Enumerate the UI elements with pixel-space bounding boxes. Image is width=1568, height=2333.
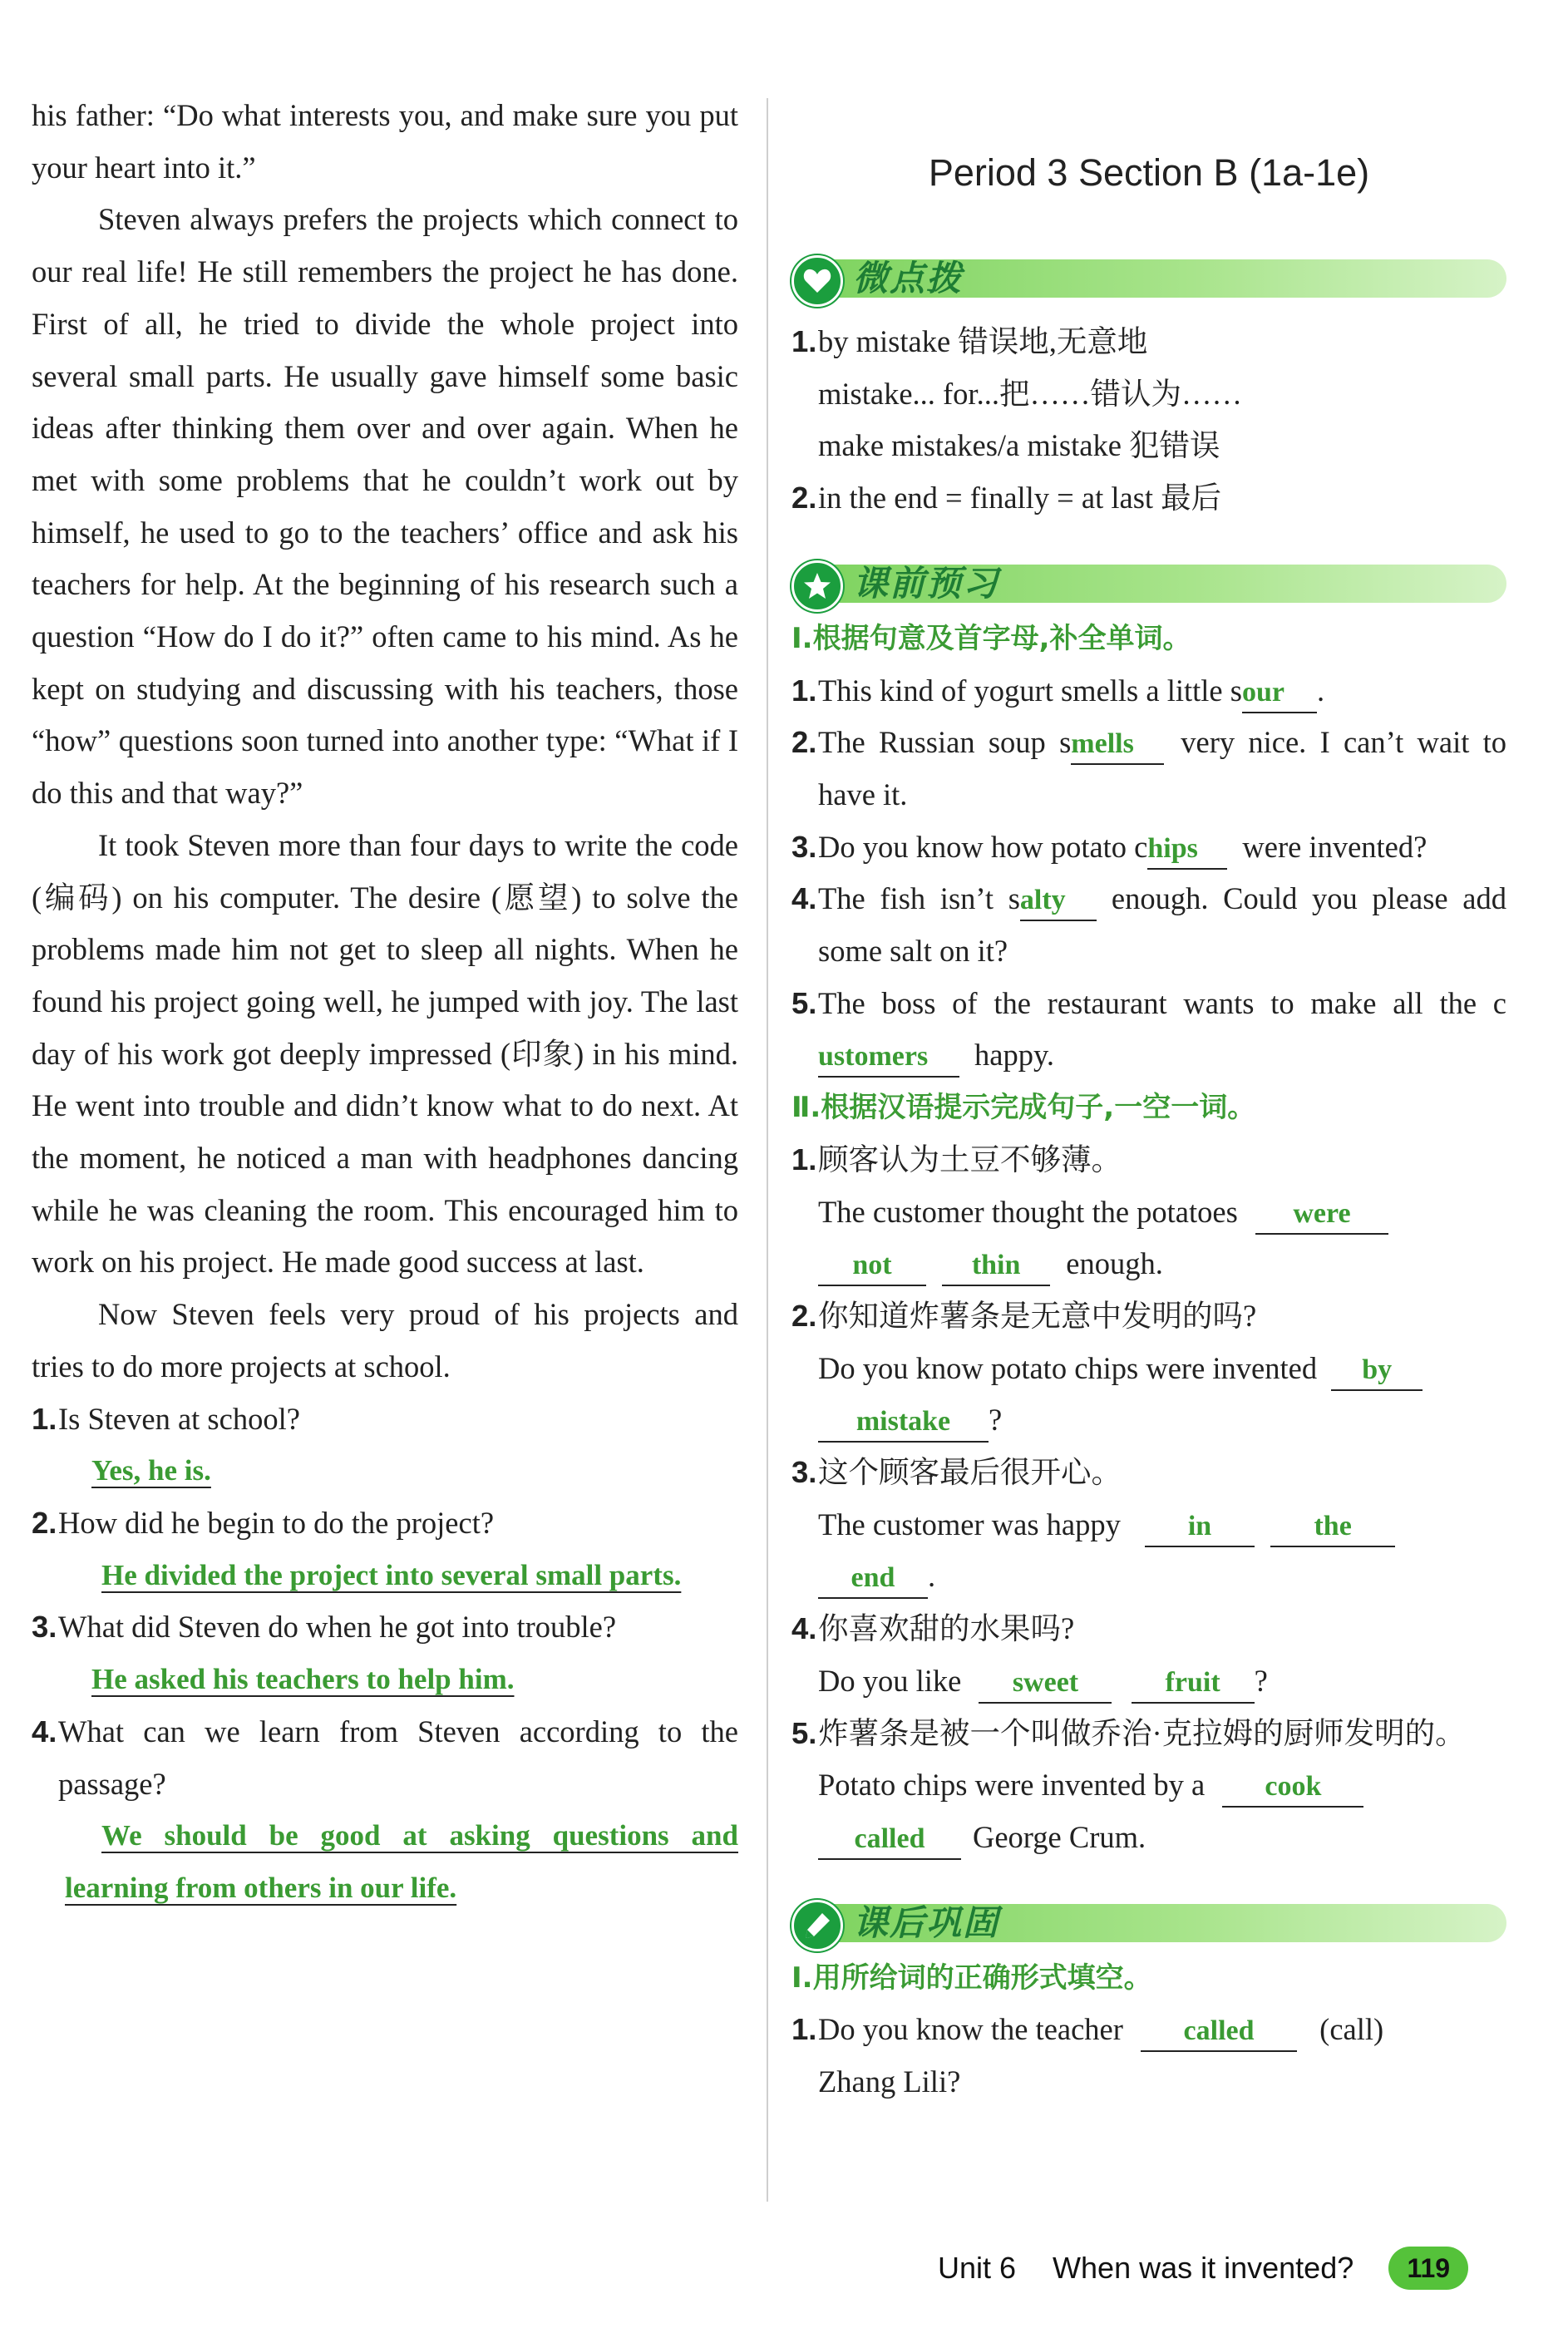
pencil-icon — [791, 1900, 843, 1951]
answer-blank[interactable] — [818, 1246, 926, 1286]
question-text: What did Steven do when he got into trouble? — [58, 1610, 617, 1645]
exercise-item — [791, 1447, 1506, 1603]
answer-text: called — [854, 1823, 925, 1854]
exercise-item — [791, 978, 1506, 1082]
item-text: The boss of the restaurant wants to make all the c — [818, 985, 1506, 1020]
answer-blank[interactable] — [1270, 1507, 1395, 1547]
passage-paragraph: Steven always prefers the projects which connect to our real life! He still remembers the project he has done. First of all, he tried to divide the whole project into several small parts. He usually gave himself some basic ideas after thinking them over and over again. When he met with some problems that he couldn’t work out by himself, he used to go to the teachers’ office and ask his teachers for help. At the beginning of his research such a question “How do I do it?” often came to his mind. As he kept on studying and discussing with his teachers, those “how” questions soon turned into another type: “What if I do this and that way?” — [32, 202, 738, 811]
item-text: enough. Could you please add some salt on it? — [818, 881, 1506, 969]
answer-text: We should be good at asking questions and learning from others in our life. — [65, 1819, 738, 1904]
answer-text: by — [1362, 1354, 1393, 1385]
answer-text: alty — [1019, 885, 1066, 916]
answer-blank[interactable] — [942, 1246, 1050, 1286]
exercise-item — [791, 821, 1506, 874]
answer-text: mells — [1071, 728, 1134, 760]
item-number: 2. — [791, 1298, 817, 1333]
banner-tips — [791, 253, 1506, 301]
answer-blank[interactable] — [979, 1664, 1112, 1704]
item-text: The fish isn’t s — [818, 881, 1020, 916]
answer-blank[interactable] — [1145, 1507, 1255, 1547]
item-text: Potato chips were invented by a — [818, 1768, 1206, 1803]
question-4 — [32, 1706, 738, 1810]
item-number: 5. — [791, 1715, 817, 1750]
answer-text: mistake — [855, 1406, 951, 1438]
answer-line — [32, 1445, 738, 1497]
answer-text: the — [1314, 1510, 1352, 1541]
question-number: 3. — [32, 1610, 57, 1645]
answer-line — [32, 1810, 738, 1914]
chinese-prompt: 你喜欢甜的水果吗? — [818, 1611, 1075, 1646]
answer-blank[interactable] — [818, 1820, 961, 1860]
item-number: 3. — [791, 829, 817, 864]
answer-blank[interactable] — [818, 1403, 989, 1443]
point-1 — [791, 316, 1506, 368]
item-text: happy. — [974, 1038, 1054, 1073]
item-number: 1. — [791, 2012, 817, 2047]
item-number: 1. — [791, 1142, 817, 1176]
exercise-item — [791, 1290, 1506, 1447]
item-text: very nice. I can’t wait to have it. — [818, 725, 1507, 811]
page-number: 119 — [1388, 2247, 1468, 2290]
answer-text: end — [851, 1562, 895, 1594]
answer-text: hips — [1147, 832, 1198, 864]
chinese-prompt: 顾客认为土豆不够薄。 — [818, 1142, 1122, 1176]
question-1 — [32, 1393, 738, 1446]
question-text: Is Steven at school? — [58, 1401, 300, 1436]
page-title: Period 3 Section B (1a-1e) — [928, 151, 1370, 194]
item-text: Do you know the teacher — [818, 2012, 1123, 2047]
chinese-prompt: 这个顾客最后很开心。 — [818, 1455, 1122, 1490]
question-text: How did he begin to do the project? — [58, 1505, 495, 1540]
answer-text: cook — [1265, 1771, 1322, 1803]
answer-text: thin — [971, 1250, 1021, 1281]
answer-text: not — [852, 1250, 892, 1281]
star-icon — [791, 560, 843, 612]
answer-blank[interactable] — [1147, 830, 1227, 870]
question-number: 1. — [32, 1401, 57, 1436]
answer-text: Yes, he is. — [91, 1454, 211, 1487]
item-text: . — [1316, 673, 1325, 708]
page-footer — [938, 2247, 1468, 2290]
item-text: George Crum. — [973, 1819, 1146, 1854]
answer-blank[interactable] — [1071, 725, 1164, 765]
item-number: 1. — [791, 673, 817, 708]
banner-label: 微点拨 — [853, 258, 964, 298]
banner-label: 课后巩固 — [853, 1901, 1000, 1943]
exercise-item — [791, 1708, 1506, 1864]
answer-text: in — [1187, 1510, 1212, 1541]
answer-text: called — [1183, 2015, 1255, 2047]
question-2 — [32, 1497, 738, 1550]
column-divider — [767, 98, 768, 2202]
point-number: 2. — [791, 481, 817, 515]
point-text: by mistake 错误地,无意地 — [818, 324, 1148, 358]
passage-paragraph: his father: “Do what interests you, and make sure you put your heart into it.” — [32, 98, 738, 185]
answer-line — [32, 1654, 738, 1706]
chinese-prompt: 炸薯条是被一个叫做乔治·克拉姆的厨师发明的。 — [818, 1715, 1466, 1750]
question-number: 4. — [32, 1714, 57, 1749]
footer-unit-title: When was it invented? — [1053, 2251, 1354, 2285]
exercise-item — [791, 1134, 1506, 1290]
point-number: 1. — [791, 324, 817, 358]
chinese-prompt: 你知道炸薯条是无意中发明的吗? — [818, 1298, 1257, 1333]
question-text: What can we learn from Steven according to the passage? — [58, 1714, 738, 1801]
answer-blank[interactable] — [1132, 1664, 1255, 1704]
answer-blank[interactable] — [1331, 1351, 1423, 1391]
answer-text: sweet — [1012, 1666, 1079, 1698]
item-number: 4. — [791, 881, 817, 916]
answer-text: were — [1293, 1197, 1351, 1229]
answer-blank[interactable] — [1020, 881, 1097, 921]
item-number: 5. — [791, 985, 817, 1020]
answer-blank[interactable] — [818, 1559, 928, 1599]
item-text: The customer thought the potatoes — [818, 1194, 1238, 1229]
heart-icon — [791, 255, 843, 307]
answer-text: our — [1241, 676, 1284, 708]
banner-label: 课前预习 — [853, 562, 1000, 604]
section-title: Ⅰ.用所给词的正确形式填空。 — [791, 1961, 1152, 1995]
item-text: Do you know potato chips were invented — [818, 1350, 1318, 1385]
passage-paragraph: It took Steven more than four days to write the code (编码) on his computer. The desire (愿望) to solve the problems made him not get to sleep all nights. When he found his project going well, he jumped with joy. The last day of his work got deeply impressed (印象) in his mind. He went into trouble and didn’t know what to do next. At the moment, he noticed a man with headphones dancing while he was cleaning the room. This encouraged him to work on his project. He made good success at last. — [32, 827, 738, 1280]
item-text: This kind of yogurt smells a little s — [818, 673, 1242, 708]
point-text: make mistakes/a mistake 犯错误 — [818, 428, 1220, 463]
exercise-item — [791, 717, 1506, 821]
answer-text: He divided the project into several small parts. — [101, 1558, 682, 1591]
section-title: Ⅰ.根据句意及首字母,补全单词。 — [791, 621, 1191, 655]
question-3 — [32, 1601, 738, 1654]
point-text: in the end = finally = at last 最后 — [818, 481, 1222, 515]
answer-blank[interactable] — [1222, 1768, 1363, 1808]
item-number: 3. — [791, 1455, 817, 1490]
item-text: Do you like — [818, 1663, 962, 1698]
banner-preview — [791, 558, 1506, 606]
exercise-item — [791, 665, 1506, 718]
item-number: 2. — [791, 725, 817, 760]
answer-blank[interactable] — [818, 1038, 959, 1078]
item-number: 4. — [791, 1611, 817, 1646]
exercise-item — [791, 2004, 1506, 2108]
passage-paragraph: Now Steven feels very proud of his projects and tries to do more projects at school. — [32, 1297, 738, 1384]
item-text: Zhang Lili? — [818, 2064, 961, 2099]
answer-line — [32, 1550, 738, 1602]
answer-text: ustomers — [818, 1041, 929, 1073]
banner-review — [791, 1897, 1506, 1946]
item-text: ? — [989, 1403, 1003, 1438]
answer-blank[interactable] — [1242, 673, 1317, 713]
answer-text: fruit — [1165, 1666, 1220, 1698]
section-title: Ⅱ.根据汉语提示完成句子,一空一词。 — [791, 1091, 1256, 1125]
exercise-item — [791, 1603, 1506, 1707]
given-word: (call) — [1319, 2012, 1384, 2047]
answer-blank[interactable] — [1255, 1195, 1388, 1235]
answer-text: He asked his teachers to help him. — [91, 1663, 515, 1696]
item-text: ? — [1254, 1663, 1268, 1698]
point-text: mistake... for...把……错认为…… — [818, 376, 1242, 411]
right-column — [791, 0, 1506, 2109]
item-text: The customer was happy — [818, 1507, 1121, 1541]
item-text: Do you know how potato c — [818, 829, 1148, 864]
item-text: were invented? — [1242, 829, 1427, 864]
left-column — [32, 90, 738, 1915]
answer-blank[interactable] — [1141, 2012, 1297, 2052]
item-text: . — [928, 1559, 936, 1594]
footer-unit: Unit 6 — [938, 2251, 1017, 2285]
exercise-item — [791, 873, 1506, 977]
item-text: enough. — [1066, 1246, 1163, 1281]
item-text: The Russian soup s — [818, 725, 1072, 760]
point-2 — [791, 472, 1506, 525]
question-number: 2. — [32, 1505, 57, 1540]
